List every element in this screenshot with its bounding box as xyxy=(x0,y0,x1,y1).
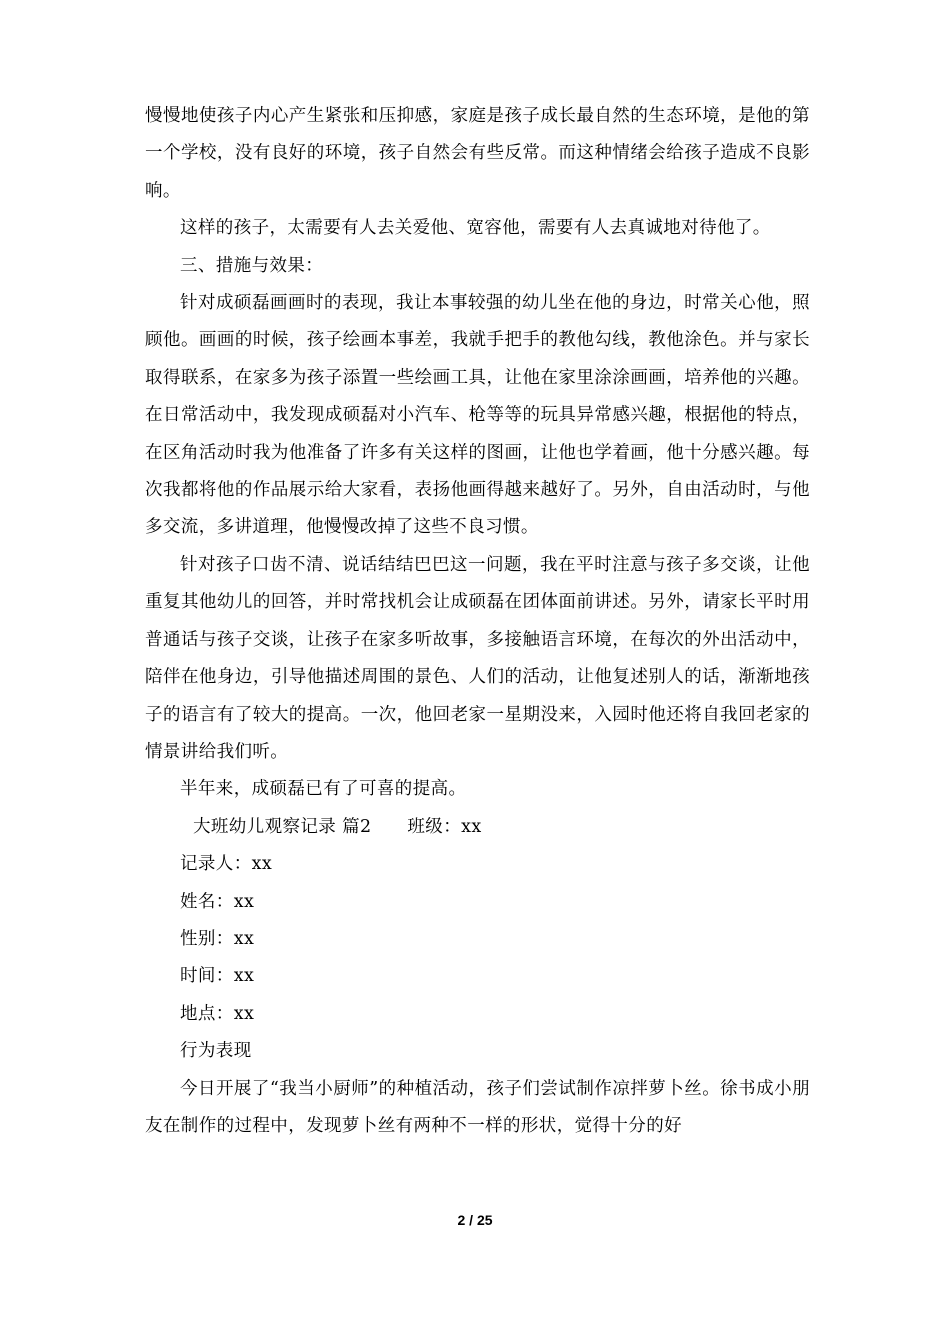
field-time: 时间：xx xyxy=(180,966,255,987)
section-heading-measures: 三、措施与效果： xyxy=(180,255,324,276)
field-behavior-label: 行为表现 xyxy=(180,1041,252,1062)
field-name: 姓名：xx xyxy=(180,891,255,912)
document-body xyxy=(145,98,810,1145)
paragraph-cooking-activity: 今日开展了“我当小厨师”的种植活动，孩子们尝试制作凉拌萝卜丝。徐书成小朋友在制作的过程中，发现萝卜丝有两种不一样的形状，觉得十分的好 xyxy=(145,1078,810,1136)
field-location: 地点：xx xyxy=(180,1003,255,1024)
paragraph-family-environment: 慢慢地使孩子内心产生紧张和压抑感，家庭是孩子成长最自然的生态环境，是他的第一个学校，没有良好的环境，孩子自然会有些反常。而这种情绪会给孩子造成不良影响。 xyxy=(145,106,810,201)
page-number: 2 / 25 xyxy=(457,1212,493,1228)
paragraph-speech-measures: 针对孩子口齿不清、说话结结巴巴这一问题，我在平时注意与孩子多交谈，让他重复其他幼儿的回答，并时常找机会让成硕磊在团体面前讲述。另外，请家长平时用普通话与孩子交谈，让孩子在家多听故事，多接触语言环境，在每次的外出活动中，陪伴在他身边，引导他描述周围的景色、人们的活动，让他复述别人的话，渐渐地孩子的语言有了较大的提高。一次，他回老家一星期没来，入园时他还将自我回老家的情景讲给我们听。 xyxy=(145,554,810,762)
field-recorder: 记录人：xx xyxy=(180,854,273,875)
paragraph-drawing-measures: 针对成硕磊画画时的表现，我让本事较强的幼儿坐在他的身边，时常关心他，照顾他。画画的时候，孩子绘画本事差，我就手把手的教他勾线，教他涂色。并与家长取得联系，在家多为孩子添置一些绘画工具，让他在家里涂涂画画，培养他的兴趣。在日常活动中，我发现成硕磊对小汽车、枪等等的玩具异常感兴趣，根据他的特点，在区角活动时我为他准备了许多有关这样的图画，让他也学着画，他十分感兴趣。每次我都将他的作品展示给大家看，表扬他画得越来越好了。另外，自由活动时，与他多交流，多讲道理，他慢慢改掉了这些不良习惯。 xyxy=(145,293,810,538)
record-heading: 大班幼儿观察记录 篇2 班级：xx xyxy=(193,816,482,837)
paragraph-needs-care: 这样的孩子，太需要有人去关爱他、宽容他，需要有人去真诚地对待他了。 xyxy=(180,218,771,239)
field-gender: 性别：xx xyxy=(180,928,255,949)
paragraph-half-year-summary: 半年来，成硕磊已有了可喜的提高。 xyxy=(180,779,467,800)
